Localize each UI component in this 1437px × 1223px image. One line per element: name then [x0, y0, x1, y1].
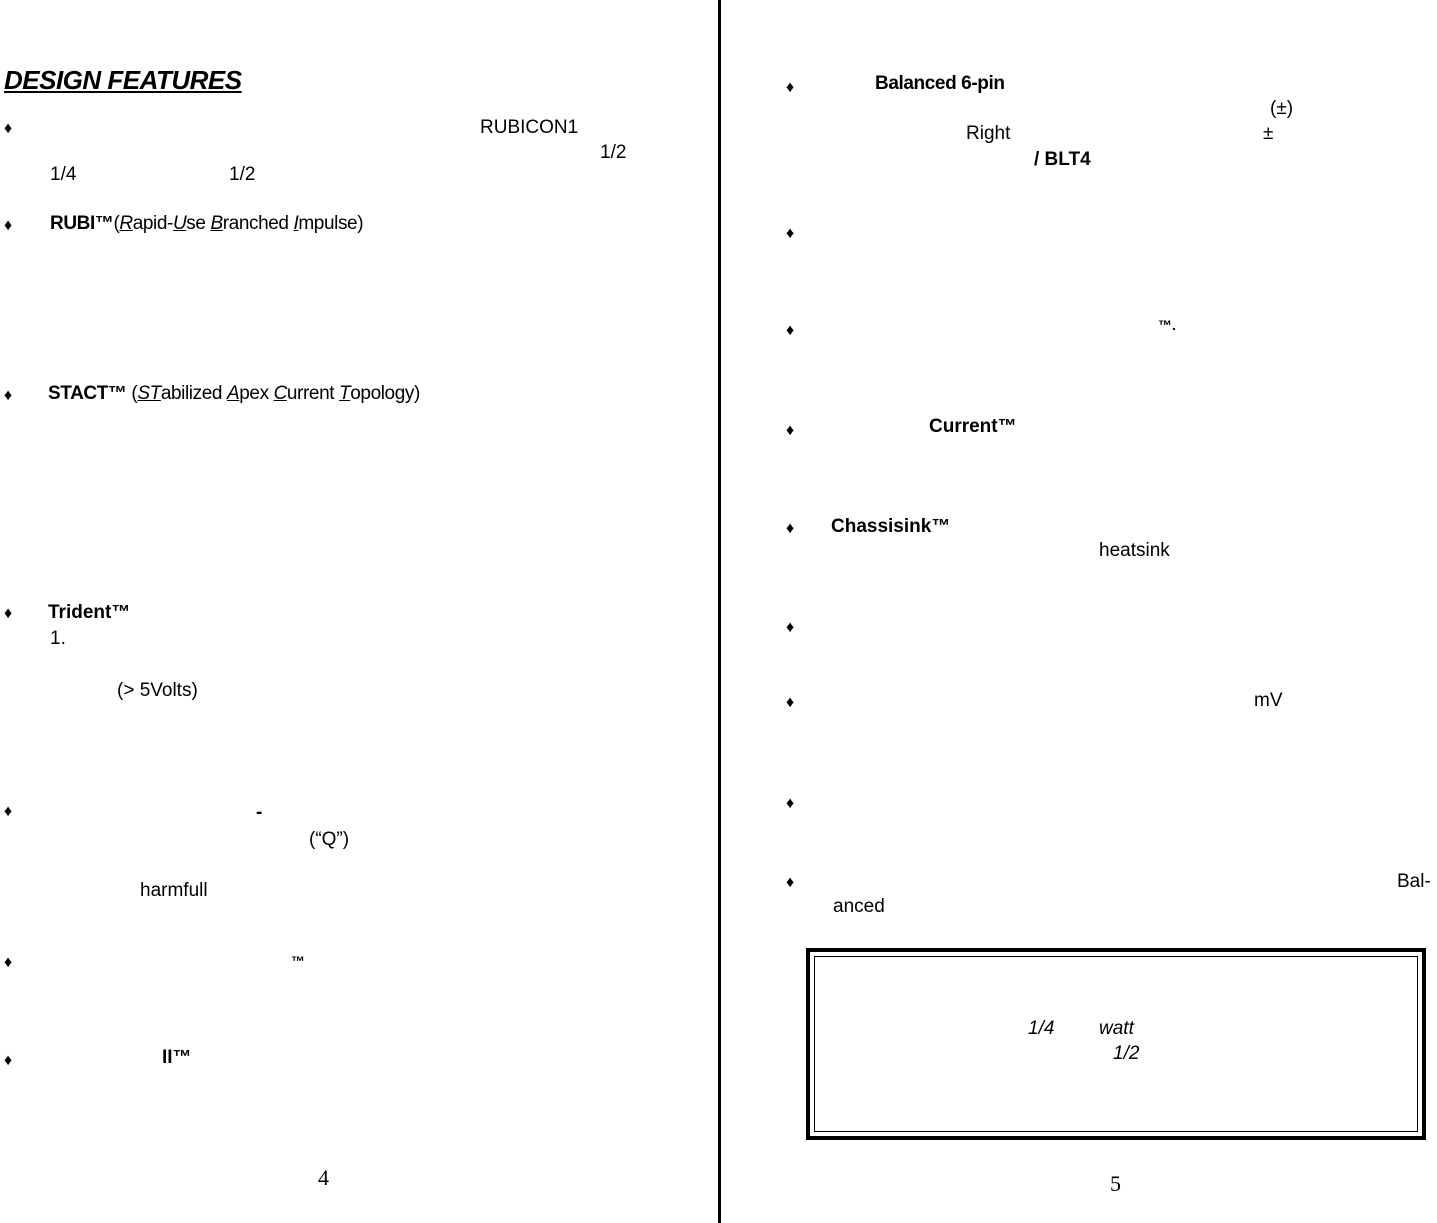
text-dash: -	[256, 802, 263, 823]
text-fragment: opology)	[350, 383, 420, 404]
text-fragment: se	[186, 213, 211, 234]
left-page	[0, 0, 718, 1223]
bullet-icon: ♦	[4, 954, 13, 971]
text-fragment: (	[126, 383, 138, 404]
acronym-letter: A	[226, 383, 240, 404]
acronym-letter: I	[293, 213, 299, 234]
text-harmfull: harmfull	[140, 880, 208, 901]
bullet-icon: ♦	[4, 1052, 13, 1069]
right-page	[722, 0, 1437, 1223]
note-box	[806, 948, 1426, 1140]
box-watt: watt	[1099, 1018, 1134, 1039]
acronym-letter: ST	[137, 383, 161, 404]
feature-trident: Trident™	[48, 602, 131, 623]
text-fraction: 1/4	[50, 164, 77, 185]
acronym-letter: B	[210, 213, 223, 234]
text-trademark: ™	[291, 953, 305, 969]
acronym-letter: C	[273, 383, 287, 404]
text-anced: anced	[833, 896, 885, 917]
box-fraction: 1/2	[1113, 1043, 1140, 1064]
acronym-letter: U	[172, 213, 187, 234]
bullet-icon: ♦	[786, 422, 795, 439]
section-heading: DESIGN FEATURES	[4, 65, 242, 95]
bullet-icon: ♦	[786, 520, 795, 537]
text-balanced-6-pin: Balanced 6-pin	[875, 73, 1005, 94]
text-mv: mV	[1254, 690, 1283, 711]
text-fragment: ranched	[222, 213, 294, 234]
bullet-icon: ♦	[786, 225, 795, 242]
feature-stact	[48, 383, 420, 405]
bullet-icon: ♦	[4, 217, 13, 234]
text-ii-trademark: II™	[162, 1047, 192, 1068]
text-heatsink: heatsink	[1099, 540, 1170, 561]
page-number: 5	[1110, 1171, 1121, 1196]
text-fragment: abilized	[160, 383, 227, 404]
text-plusminus: ±	[1263, 123, 1274, 144]
list-number: 1.	[50, 628, 66, 649]
feature-name: STACT™	[48, 383, 127, 404]
box-fraction: 1/4	[1028, 1018, 1055, 1039]
text-bal: Bal-	[1397, 871, 1431, 892]
bullet-icon: ♦	[786, 795, 795, 812]
bullet-icon: ♦	[4, 803, 13, 820]
text-fragment: urrent	[286, 383, 340, 404]
text-fragment: mpulse)	[298, 213, 364, 234]
feature-name: RUBI™	[50, 213, 114, 234]
bullet-icon: ♦	[786, 619, 795, 636]
text-rubicon: RUBICON1	[480, 117, 579, 138]
page-number: 4	[318, 1165, 329, 1190]
text-fragment: apid-	[132, 213, 173, 234]
text-trademark: ™.	[1158, 317, 1176, 333]
bullet-icon: ♦	[786, 79, 795, 96]
text-fraction: 1/2	[229, 164, 256, 185]
text-blt4: / BLT4	[1034, 149, 1091, 170]
text-plusminus: (±)	[1270, 98, 1294, 119]
bullet-icon: ♦	[4, 387, 13, 404]
bullet-icon: ♦	[786, 694, 795, 711]
text-fragment: (	[113, 213, 120, 234]
bullet-icon: ♦	[4, 605, 13, 622]
bullet-icon: ♦	[786, 874, 795, 891]
text-fraction: 1/2	[600, 142, 627, 163]
text-right: Right	[966, 123, 1011, 144]
text-chassisink: Chassisink™	[831, 516, 951, 537]
acronym-letter: T	[339, 383, 351, 404]
text-current: Current™	[929, 416, 1017, 437]
text-volts: (> 5Volts)	[117, 680, 198, 701]
page-divider	[718, 0, 721, 1223]
bullet-icon: ♦	[4, 120, 13, 137]
feature-rubi	[50, 213, 363, 235]
acronym-letter: R	[119, 213, 133, 234]
bullet-icon: ♦	[786, 322, 795, 339]
text-q: (“Q”)	[309, 829, 350, 850]
text-fragment: pex	[239, 383, 274, 404]
